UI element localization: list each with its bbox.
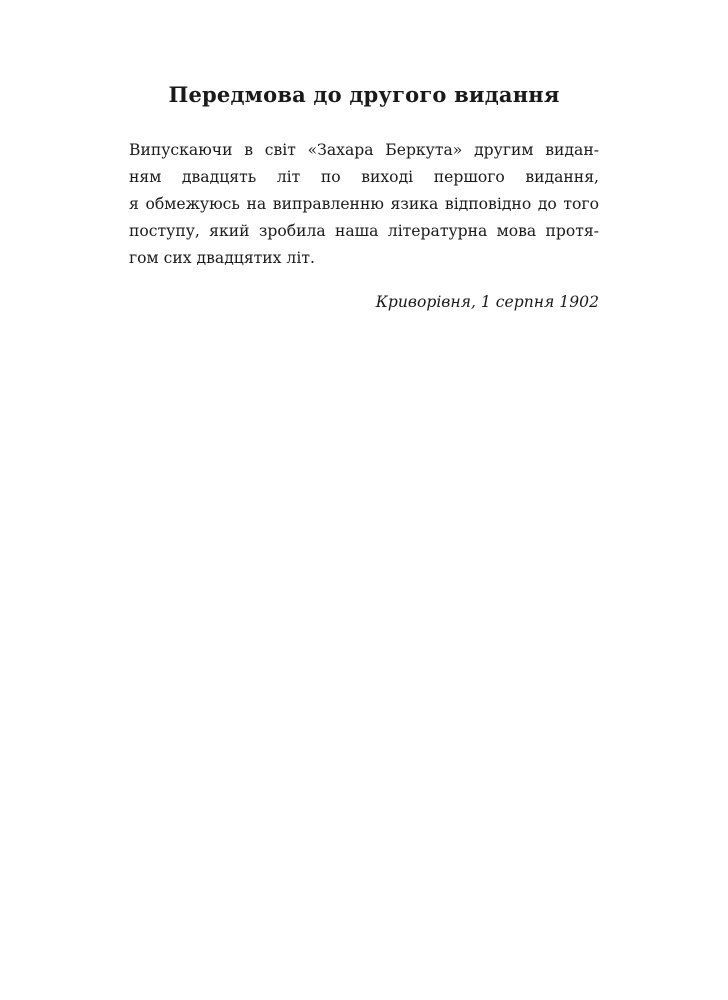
preface-paragraph <box>129 137 599 272</box>
place-date-signature: Криворівня, 1 серпня 1902 <box>375 293 599 311</box>
paragraph-line: поступу, який зробила наша літературна мова протя- <box>129 222 599 240</box>
paragraph-line: гом сих двадцятих літ. <box>129 249 315 267</box>
paragraph-line: я обмежуюсь на виправленню язика відповідно до того <box>129 195 599 213</box>
paragraph-line: Випускаючи в світ «Захара Беркута» другим видан- <box>129 141 599 159</box>
paragraph-line: ням двадцять літ по виході першого видання, <box>129 168 599 186</box>
page-title: Передмова до другого видання <box>168 82 560 107</box>
